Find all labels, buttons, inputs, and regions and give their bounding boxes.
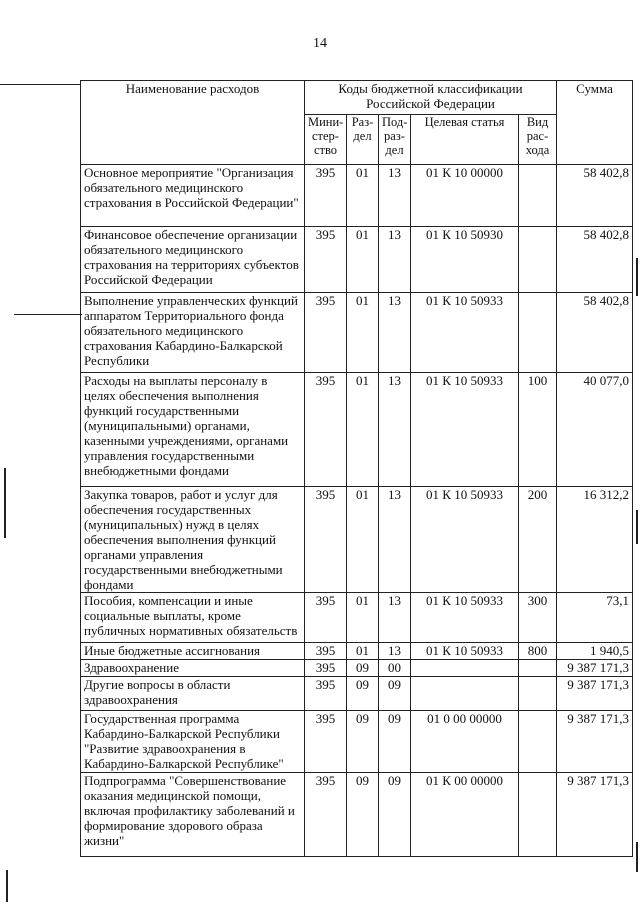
row-section: 01 [347, 593, 379, 643]
row-section: 01 [347, 373, 379, 487]
row-section: 01 [347, 643, 379, 660]
row-type [519, 773, 557, 857]
row-type: 800 [519, 643, 557, 660]
table-row [81, 227, 633, 293]
row-section: 09 [347, 677, 379, 711]
row-type [519, 227, 557, 293]
row-ministry: 395 [305, 373, 347, 487]
row-name: Подпрограмма "Совершенствование оказания медицинской помощи, включая профилактику заболеваний и формирование здорового образа жизни" [81, 773, 305, 857]
row-sum: 1 940,5 [557, 643, 633, 660]
row-sum: 58 402,8 [557, 227, 633, 293]
row-name: Иные бюджетные ассигнования [81, 643, 305, 660]
row-target: 01 0 00 00000 [411, 711, 519, 773]
row-section: 09 [347, 773, 379, 857]
table-row [81, 773, 633, 857]
row-name: Финансовое обеспечение организации обязательного медицинского страхования на территориях субъектов Российской Федерации [81, 227, 305, 293]
row-subsection: 13 [379, 227, 411, 293]
row-ministry: 395 [305, 677, 347, 711]
row-subsection: 13 [379, 373, 411, 487]
row-ministry: 395 [305, 293, 347, 373]
row-type [519, 677, 557, 711]
row-ministry: 395 [305, 643, 347, 660]
row-subsection: 09 [379, 773, 411, 857]
row-subsection: 00 [379, 660, 411, 677]
row-sum: 40 077,0 [557, 373, 633, 487]
row-type [519, 660, 557, 677]
table-row [81, 373, 633, 487]
scan-mark-right-3 [636, 842, 638, 872]
header-name: Наименование расходов [81, 81, 305, 165]
row-section: 01 [347, 487, 379, 593]
row-ministry: 395 [305, 711, 347, 773]
row-ministry: 395 [305, 165, 347, 227]
scan-line-mid [14, 314, 82, 315]
header-sum: Сумма [557, 81, 633, 165]
row-type: 100 [519, 373, 557, 487]
row-target: 01 К 10 50933 [411, 487, 519, 593]
row-name: Государственная программа Кабардино-Балкарской Республики "Развитие здравоохранения в Кабардино-Балкарской Республике" [81, 711, 305, 773]
budget-table [80, 80, 633, 857]
scan-line-top [0, 84, 80, 85]
row-sum: 16 312,2 [557, 487, 633, 593]
header-target: Целевая статья [411, 115, 519, 165]
row-type [519, 711, 557, 773]
row-section: 09 [347, 711, 379, 773]
header-type: Вид рас-хода [519, 115, 557, 165]
row-name: Здравоохранение [81, 660, 305, 677]
table-row [81, 660, 633, 677]
row-subsection: 09 [379, 711, 411, 773]
row-name: Расходы на выплаты персоналу в целях обеспечения выполнения функций государственными (муниципальными) органами, казенными учреждениями, органами управления государственными внебюджетными фондами [81, 373, 305, 487]
row-sum: 58 402,8 [557, 165, 633, 227]
row-type [519, 293, 557, 373]
table-row [81, 593, 633, 643]
row-subsection: 13 [379, 165, 411, 227]
row-name: Основное мероприятие "Организация обязательного медицинского страхования в Российской Федерации" [81, 165, 305, 227]
row-type: 300 [519, 593, 557, 643]
scan-mark-right-2 [636, 510, 638, 544]
row-target [411, 660, 519, 677]
header-section: Раз-дел [347, 115, 379, 165]
row-name: Закупка товаров, работ и услуг для обеспечения государственных (муниципальных) нужд в целях обеспечения выполнения функций органами управления государственными внебюджетными фондами [81, 487, 305, 593]
row-target: 01 К 10 50930 [411, 227, 519, 293]
row-sum: 73,1 [557, 593, 633, 643]
row-ministry: 395 [305, 227, 347, 293]
scan-mark-right [636, 258, 638, 296]
row-type [519, 165, 557, 227]
row-sum: 9 387 171,3 [557, 677, 633, 711]
row-subsection: 13 [379, 293, 411, 373]
row-sum: 9 387 171,3 [557, 773, 633, 857]
row-target: 01 К 10 50933 [411, 293, 519, 373]
row-subsection: 13 [379, 487, 411, 593]
scan-mark-left [4, 468, 6, 538]
row-subsection: 13 [379, 593, 411, 643]
header-ministry: Мини-стер-ство [305, 115, 347, 165]
table-row [81, 711, 633, 773]
table-row [81, 487, 633, 593]
row-section: 01 [347, 293, 379, 373]
header-subsection: Под-раз-дел [379, 115, 411, 165]
row-ministry: 395 [305, 593, 347, 643]
row-subsection: 13 [379, 643, 411, 660]
table-row [81, 677, 633, 711]
row-sum: 9 387 171,3 [557, 711, 633, 773]
table-row [81, 165, 633, 227]
row-target: 01 К 10 50933 [411, 593, 519, 643]
row-target [411, 677, 519, 711]
row-section: 01 [347, 227, 379, 293]
row-target: 01 К 10 50933 [411, 643, 519, 660]
header-codes: Коды бюджетной классификации Российской Федерации [305, 81, 557, 115]
row-target: 01 К 10 50933 [411, 373, 519, 487]
row-name: Пособия, компенсации и иные социальные выплаты, кроме публичных нормативных обязательств [81, 593, 305, 643]
row-type: 200 [519, 487, 557, 593]
table-row [81, 643, 633, 660]
table-row [81, 293, 633, 373]
row-subsection: 09 [379, 677, 411, 711]
scan-mark-left-2 [6, 870, 8, 902]
row-ministry: 395 [305, 660, 347, 677]
row-target: 01 К 00 00000 [411, 773, 519, 857]
row-sum: 58 402,8 [557, 293, 633, 373]
row-name: Выполнение управленческих функций аппаратом Территориального фонда обязательного медицинского страхования Кабардино-Балкарской Республики [81, 293, 305, 373]
row-ministry: 395 [305, 773, 347, 857]
row-section: 09 [347, 660, 379, 677]
row-name: Другие вопросы в области здравоохранения [81, 677, 305, 711]
row-target: 01 К 10 00000 [411, 165, 519, 227]
row-sum: 9 387 171,3 [557, 660, 633, 677]
page-number: 14 [313, 36, 327, 51]
row-section: 01 [347, 165, 379, 227]
row-ministry: 395 [305, 487, 347, 593]
